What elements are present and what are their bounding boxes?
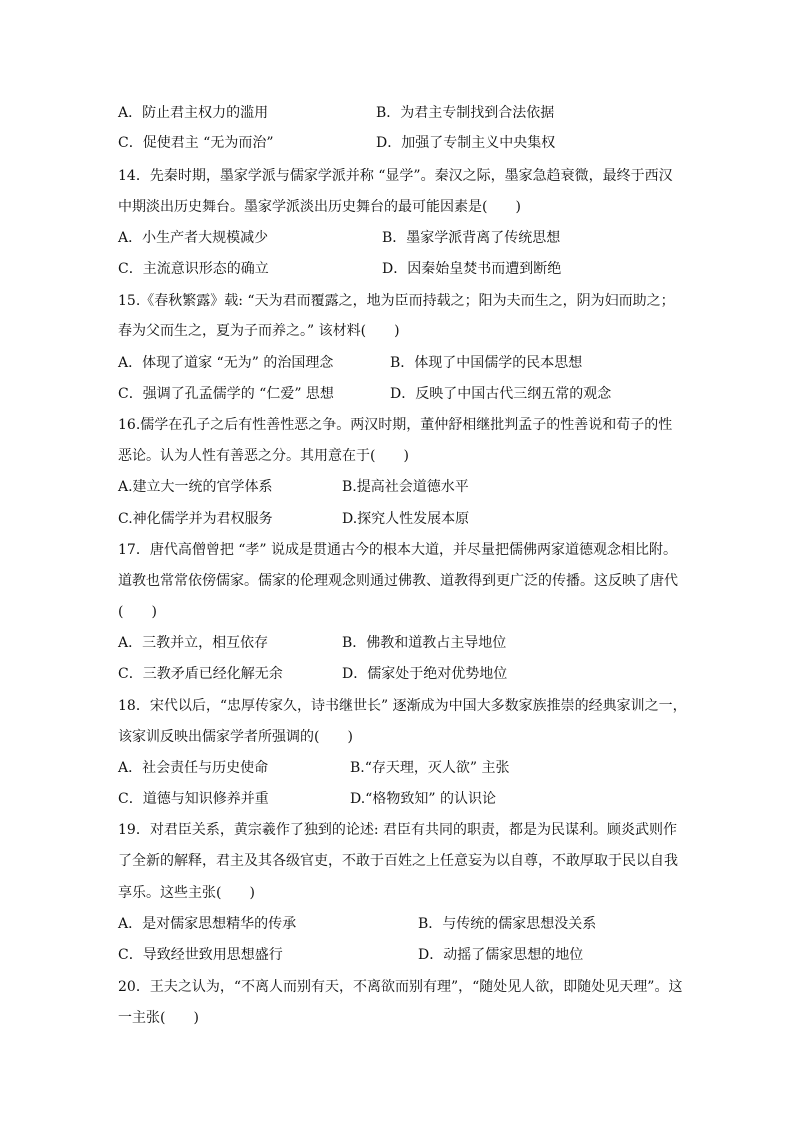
q16-options-row-1	[118, 478, 718, 496]
q18-stem-line-2: 该家训反映出儒家学者所强调的( )	[118, 729, 353, 745]
q13-option-c: C．促使君主 “无为而治”	[118, 135, 274, 151]
q14-option-a: A．小生产者大规模减少	[118, 230, 269, 246]
q14-option-b: B．墨家学派背离了传统思想	[382, 230, 561, 246]
q19-option-d: D．动摇了儒家思想的地位	[418, 947, 584, 963]
q13-options-row-1	[118, 104, 718, 122]
q17-stem-line-2: 道教也常常依傍儒家。儒家的伦理观念则通过佛教、道教得到更广泛的传播。这反映了唐代	[118, 573, 678, 589]
q17-stem-line-3: ( )	[118, 604, 157, 620]
q18-option-c: C．道德与知识修养并重	[118, 791, 269, 807]
q16-option-c: C.神化儒学并为君权服务	[118, 511, 273, 527]
q19-option-b: B．与传统的儒家思想没关系	[418, 916, 597, 932]
q17-option-a: A．三教并立，相互依存	[118, 635, 269, 651]
q15-option-d: D．反映了中国古代三纲五常的观念	[390, 386, 612, 402]
q19-option-a: A．是对儒家思想精华的传承	[118, 916, 297, 932]
q14-options-row-2	[118, 260, 718, 278]
q19-stem-line-3: 享乐。这些主张( )	[118, 885, 255, 901]
q19-options-row-2	[118, 946, 718, 964]
q13-option-d: D．加强了专制主义中央集权	[376, 135, 556, 151]
q18-options-row-2	[118, 790, 718, 808]
q17-option-c: C．三教矛盾已经化解无余	[118, 666, 283, 682]
q18-stem-line-1: 18．宋代以后，“忠厚传家久，诗书继世长” 逐渐成为中国大多数家族推崇的经典家训之一，	[118, 698, 687, 714]
q13-option-b: B．为君主专制找到合法依据	[376, 105, 555, 121]
q16-options-row-2	[118, 510, 718, 528]
q15-options-row-1	[118, 354, 718, 372]
q15-option-a: A．体现了道家 “无为” 的治国理念	[118, 355, 334, 371]
q15-option-b: B．体现了中国儒学的民本思想	[390, 355, 583, 371]
q15-option-c: C．强调了孔孟儒学的 “仁爱” 思想	[118, 386, 334, 402]
q18-options-row-1	[118, 759, 718, 777]
q16-stem-line-1: 16.儒学在孔子之后有性善性恶之争。两汉时期，董仲舒相继批判孟子的性善说和荀子的性	[118, 417, 673, 433]
q20-stem-line-2: 一主张( )	[118, 1010, 199, 1026]
q17-stem-line-1: 17．唐代高僧曾把 “孝” 说成是贯通古今的根本大道，并尽量把儒佛两家道德观念相比附。	[118, 542, 678, 558]
q14-options-row-1	[118, 229, 718, 247]
q18-option-a: A．社会责任与历史使命	[118, 760, 269, 776]
q15-options-row-2	[118, 385, 718, 403]
q14-stem-line-2: 中期淡出历史舞台。墨家学派淡出历史舞台的最可能因素是( )	[118, 199, 521, 215]
q13-options-row-2	[118, 134, 718, 152]
q19-stem-line-1: 19．对君臣关系，黄宗羲作了独到的论述: 君臣有共同的职责，都是为民谋利。顾炎武则作	[118, 822, 677, 838]
q17-option-b: B．佛教和道教占主导地位	[342, 635, 507, 651]
q15-stem-line-1: 15.《春秋繁露》载: “天为君而覆露之，地为臣而持载之；阳为夫而生之，阴为妇而助之；	[118, 293, 675, 309]
q19-option-c: C．导致经世致用思想盛行	[118, 947, 283, 963]
q14-option-d: D．因秦始皇焚书而遭到断绝	[382, 261, 562, 277]
q19-options-row-1	[118, 915, 718, 933]
q17-options-row-1	[118, 634, 718, 652]
q19-stem-line-2: 了全新的解释，君主及其各级官吏，不敢于百姓之上任意妄为以自尊，不敢厚取于民以自我	[118, 853, 678, 869]
q16-stem-line-2: 恶论。认为人性有善恶之分。其用意在于( )	[118, 448, 409, 464]
q15-stem-line-2: 春为父而生之，夏为子而养之。” 该材料( )	[118, 323, 400, 339]
q18-option-b: B.“存天理，灭人欲” 主张	[350, 760, 510, 776]
q16-option-a: A.建立大一统的官学体系	[118, 479, 273, 495]
q14-option-c: C．主流意识形态的确立	[118, 261, 269, 277]
q16-option-b: B.提高社会道德水平	[342, 479, 469, 495]
q17-options-row-2	[118, 665, 718, 683]
q20-stem-line-1: 20．王夫之认为，“不离人而别有天，不离欲而别有理”，“随处见人欲，即随处见天理”。这	[118, 979, 683, 995]
q17-option-d: D．儒家处于绝对优势地位	[342, 666, 508, 682]
q13-option-a: A．防止君主权力的滥用	[118, 105, 269, 121]
q14-stem-line-1: 14．先秦时期，墨家学派与儒家学派并称 “显学”。秦汉之际，墨家急趋衰微，最终于西汉	[118, 168, 673, 184]
q16-option-d: D.探究人性发展本原	[342, 511, 470, 527]
q18-option-d: D.“格物致知” 的认识论	[350, 791, 496, 807]
